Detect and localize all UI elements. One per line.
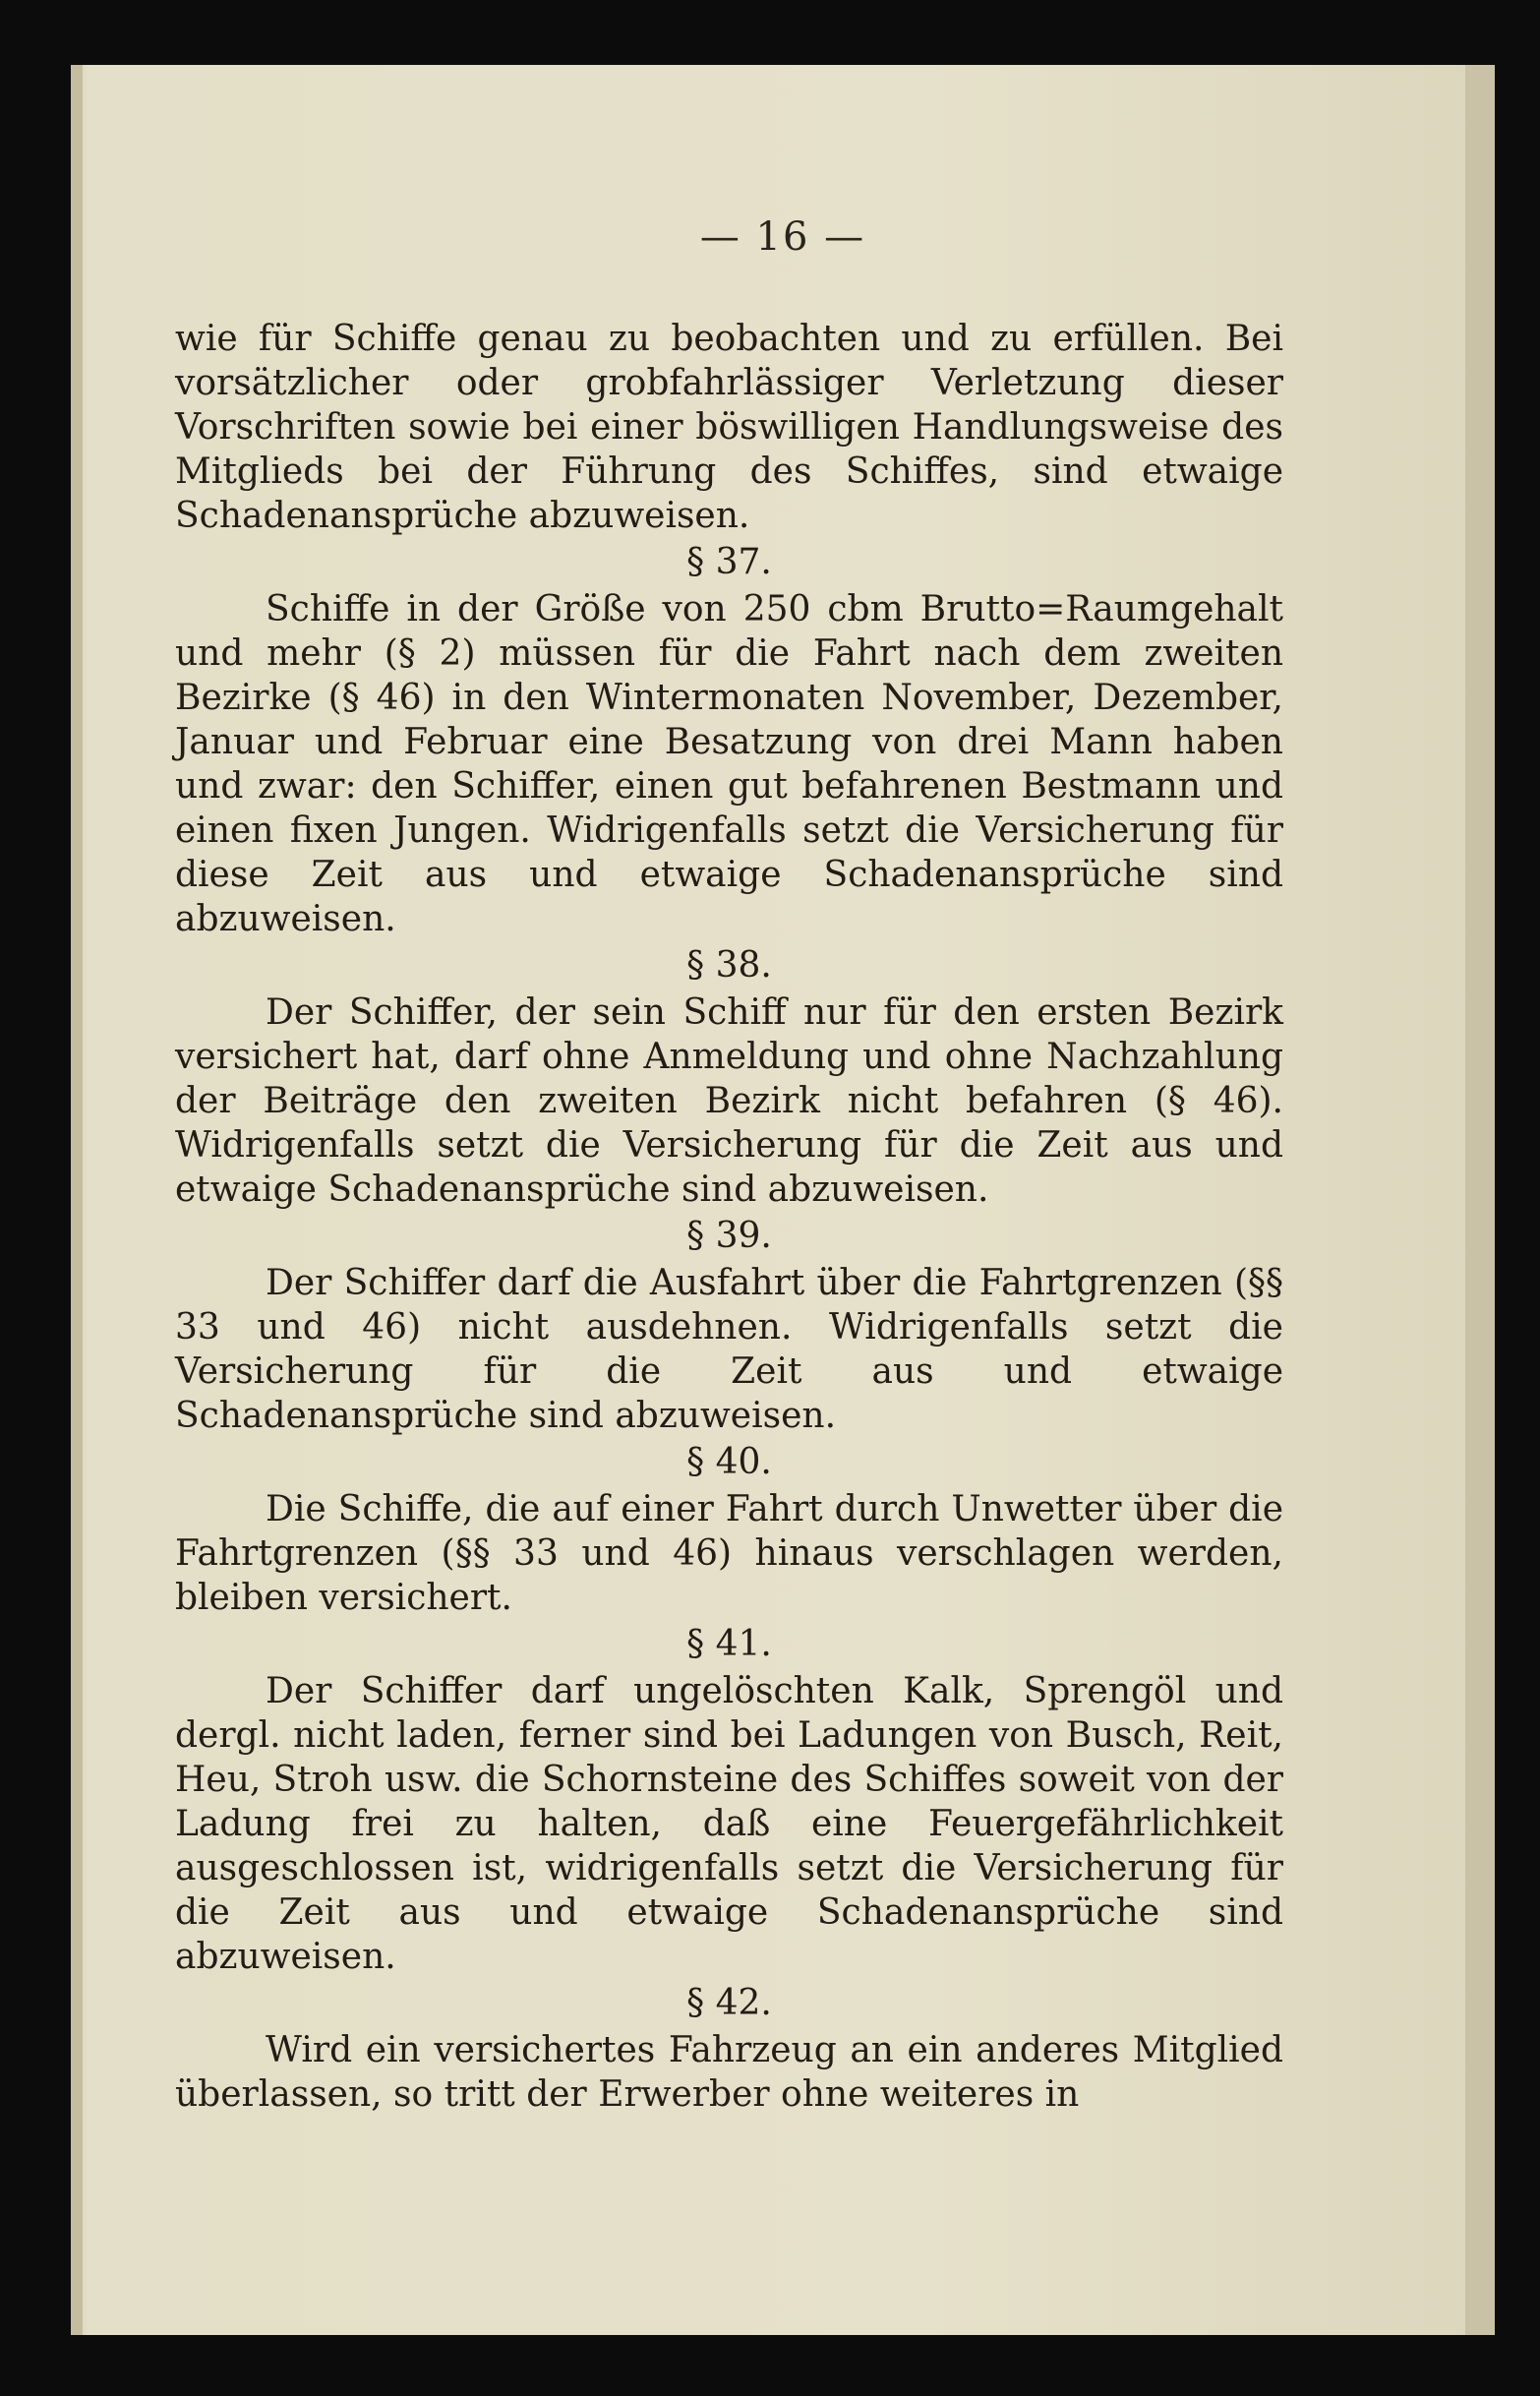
section-heading-39: § 39.: [686, 1216, 772, 1256]
paragraph-section-38: Der Schiffer, der sein Schiff nur für den ersten Bezirk versichert hat, darf ohne Anmeldung und ohne Nachzahlung der Beiträge den zweiten Bezirk nicht befahren (§ 46). Widrigenfalls setzt die Versicherung für die Zeit aus und etwaige Schadenansprüche sind abzuweisen.: [175, 992, 1283, 1210]
paragraph-continuation: wie für Schiffe genau zu beobachten und zu erfüllen. Bei vorsätzlicher oder grobfahrlässiger Verletzung dieser Vorschriften sowie bei einer böswilligen Handlungsweise des Mitglieds bei der Führung des Schiffes, sind etwaige Schadenansprüche abzuweisen.: [175, 319, 1283, 536]
paragraph-section-42: Wird ein versichertes Fahrzeug an ein anderes Mitglied überlassen, so tritt der Erwerber ohne weiteres in: [175, 2030, 1283, 2115]
section-heading-38: § 38.: [686, 945, 772, 986]
paragraph-section-39: Der Schiffer darf die Ausfahrt über die Fahrtgrenzen (§§ 33 und 46) nicht ausdehnen. Widrigenfalls setzt die Versicherung für die Zeit aus und etwaige Schadenansprüche sind abzuweisen.: [175, 1263, 1283, 1436]
page-number: — 16 —: [699, 214, 866, 260]
paragraph-section-37: Schiffe in der Größe von 250 cbm Brutto=Raumgehalt und mehr (§ 2) müssen für die Fahrt nach dem zweiten Bezirke (§ 46) in den Wintermonaten November, Dezember, Januar und Februar eine Besatzung von drei Mann haben und zwar: den Schiffer, einen gut befahrenen Bestmann und einen fixen Jungen. Widrigenfalls setzt die Versicherung für diese Zeit aus und etwaige Schadenansprüche sind abzuweisen.: [175, 589, 1283, 939]
section-heading-37: § 37.: [686, 542, 772, 582]
section-heading-41: § 41.: [686, 1624, 772, 1664]
paragraph-section-41: Der Schiffer darf ungelöschten Kalk, Sprengöl und dergl. nicht laden, ferner sind bei Ladungen von Busch, Reit, Heu, Stroh usw. die Schornsteine des Schiffes soweit von der Ladung frei zu halten, daß eine Feuergefährlichkeit ausgeschlossen ist, widrigenfalls setzt die Versicherung für die Zeit aus und etwaige Schadenansprüche sind abzuweisen.: [175, 1671, 1283, 1977]
paragraph-section-40: Die Schiffe, die auf einer Fahrt durch Unwetter über die Fahrtgrenzen (§§ 33 und 46) hinaus verschlagen werden, bleiben versichert.: [175, 1489, 1283, 1618]
page-body-text: [175, 317, 1283, 2117]
page-right-edge: [1465, 65, 1495, 2335]
section-heading-42: § 42.: [686, 1983, 772, 2023]
section-heading-40: § 40.: [686, 1442, 772, 1482]
page-spine-shadow: [71, 65, 83, 2335]
